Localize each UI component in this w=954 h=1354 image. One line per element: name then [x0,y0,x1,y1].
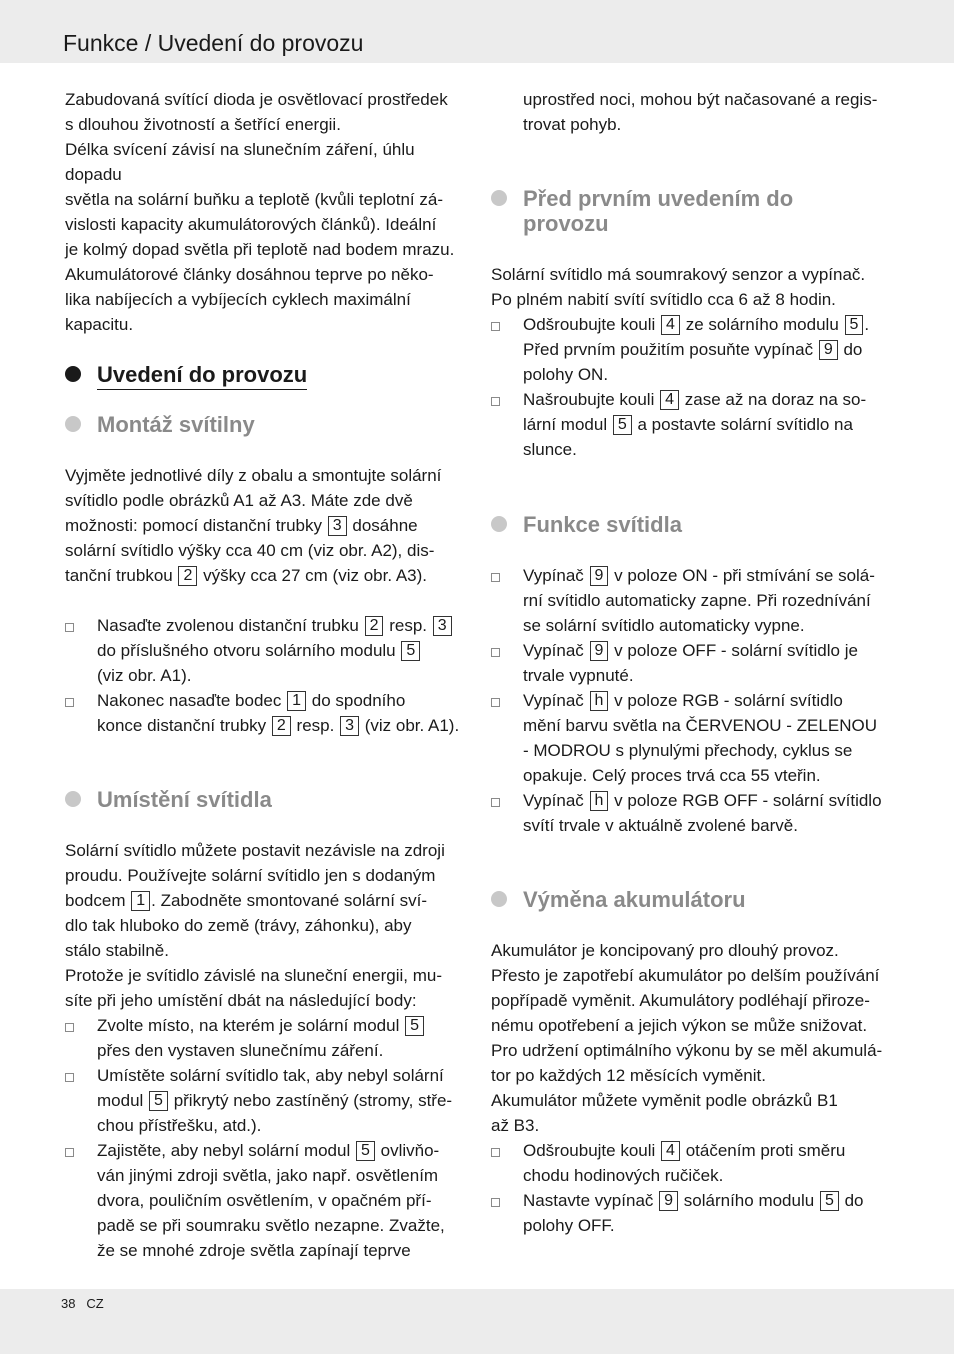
ref-box: 5 [845,315,864,335]
ref-box: 1 [131,891,150,911]
text-line: s dlouhou životností a šetřící energii. [65,115,341,134]
text-line: lika nabíjecích a vybíjecích cyklech maximální [65,290,411,309]
ref-box: 5 [401,641,420,661]
bullet-dot-icon [65,791,81,807]
bullet-dot-icon [65,416,81,432]
ref-box: 3 [340,716,359,736]
text-line: je kolmý dopad světla při teplotě nad bodem mrazu. [65,240,455,259]
text-line: Délka svícení závisí na slunečním záření, úhlu dopadu [65,140,415,184]
list-item: Nasaďte zvolenou distanční trubku 2 resp. 3 do příslušného otvoru solárního modulu 5 (viz obr. A1). [65,613,465,688]
bullet-dot-icon [491,516,507,532]
checkbox-square-icon [65,1148,74,1157]
ref-box: 5 [356,1141,375,1161]
bullet-dot-icon [65,366,81,382]
list-item: Nakonec nasaďte bodec 1 do spodního konce distanční trubky 2 resp. 3 (viz obr. A1). [65,688,465,738]
bullet-dot-icon [491,190,507,206]
checkbox-square-icon [491,648,500,657]
checkbox-square-icon [65,1073,74,1082]
checkbox-square-icon [65,1023,74,1032]
text-line: Akumulátorové články dosáhnou teprve po něko- [65,265,434,284]
ref-box: 3 [433,616,452,636]
checkbox-square-icon [491,798,500,807]
ref-box: 9 [819,340,838,360]
checkbox-square-icon [491,698,500,707]
ref-box: 3 [328,516,347,536]
list-item: Odšroubujte kouli 4 otáčením proti směru chodu hodinových ručiček. [491,1138,896,1188]
list-item: Zajistěte, aby nebyl solární modul 5 ovlivňo- ván jinými zdroji světla, jako např. osvětlením dvora, pouličním osvětlením, v opačném pří- padě se při soumraku světlo nezapne. Zvažte, že se mnohé zdroje světla zapínají teprve [65,1138,465,1263]
page-title: Funkce / Uvedení do provozu [63,30,364,56]
ref-box: 5 [820,1191,839,1211]
ref-box: 9 [659,1191,678,1211]
text-line: vislosti kapacity akumulátorových článků). Ideální [65,215,437,234]
checkbox-square-icon [65,623,74,632]
list-item: Nastavte vypínač 9 solárního modulu 5 do polohy OFF. [491,1188,896,1238]
checkbox-square-icon [491,573,500,582]
ref-box: 4 [661,1141,680,1161]
checkbox-square-icon [491,322,500,331]
checkbox-square-icon [491,1198,500,1207]
checkbox-square-icon [65,698,74,707]
text-line: světla na solární buňku a teplotě (kvůli teplotní zá- [65,190,443,209]
list-item: Odšroubujte kouli 4 ze solárního modulu 5 . Před prvním použitím posuňte vypínač 9 do polohy ON. [491,312,896,387]
list-item: Zvolte místo, na kterém je solární modul 5 přes den vystaven slunečnímu záření. [65,1013,465,1063]
page-footer [0,1289,954,1354]
funkce-list [491,563,896,838]
ref-box: 5 [405,1016,424,1036]
list-item: Vypínač 9 v poloze OFF - solární svítidlo je trvale vypnuté. [491,638,896,688]
ref-box: 5 [149,1091,168,1111]
montaz-bullets [65,613,465,738]
ref-box: h [590,691,609,711]
list-item: Vypínač 9 v poloze ON - při stmívání se solá- rní svítidlo automaticky zapne. Při rozednívání se solární svítidlo automaticky vypne. [491,563,896,638]
checkbox-square-icon [491,397,500,406]
list-item: Umístěte solární svítidlo tak, aby nebyl solární modul 5 přikrytý nebo zastíněný (stromy, stře- chou přístřešku, atd.). [65,1063,465,1138]
page-number: 38 CZ [61,1296,104,1311]
ref-box: 4 [660,390,679,410]
ref-box: 1 [287,691,306,711]
continuation-text: uprostřed noci, mohou být načasované a regis- trovat pohyb. [523,90,878,134]
ref-box: 2 [272,716,291,736]
umisteni-text: Solární svítidlo můžete postavit nezávisle na zdroji proudu. Používejte solární svítidlo jen s dodaným bodcem 1 . Zabodněte smontované solární sví- dlo tak hluboko do země (trávy, záhonku), aby stálo stabilně. Protože je svítidlo závislé na sluneční energii, mu- síte při jeho umístění dbát na následující body: Zvolte místo, na kterém je solární modul 5 přes den vystaven slunečnímu záření. Umístěte solární svítidlo tak, aby nebyl solární modul 5 přikrytý nebo zastíněný (stromy, stře- chou přístřešku, atd.). Zajistěte, aby nebyl solární modul 5 ovlivňo- ván jinými zdroji světla, jako např. osvětlením dvora, pouličním osvětlením, v opačném pří- padě se při soumraku světlo nezapne. Zvažte, že se mnohé zdroje světla zapínají teprve [65,838,465,1263]
vymena-text: Akumulátor je koncipovaný pro dlouhý provoz. Přesto je zapotřebí akumulátor po delším používání popřípadě vyměnit. Akumulátory podléhají přiroze- nému opotřebení a jejich výkon se může snižovat. Pro udržení optimálního výkonu by se měl akumulá- tor po každých 12 měsících vyměnit. Akumulátor můžete vyměnit podle obrázků B1 až B3. Odšroubujte kouli 4 otáčením proti směru chodu hodinových ručiček. Nastavte vypínač 9 solárního modulu 5 do polohy OFF. [491,938,896,1238]
checkbox-square-icon [491,1148,500,1157]
ref-box: 2 [178,566,197,586]
pred-text: Solární svítidlo má soumrakový senzor a vypínač. Po plném nabití svítí svítidlo cca 6 až 8 hodin. Odšroubujte kouli 4 ze solárního modulu 5 . Před prvním použitím posuňte vypínač 9 do polohy ON. Našroubujte kouli 4 zase až na doraz na so- lární modul 5 a postavte solární svítidlo na slunce. [491,262,896,462]
ref-box: 9 [590,641,609,661]
ref-box: 9 [590,566,609,586]
montaz-text: Vyjměte jednotlivé díly z obalu a smontujte solární svítidlo podle obrázků A1 až A3. Máte zde dvě možnosti: pomocí distanční trubky 3 dosáhne solární svítidlo výšky cca 40 cm (viz obr. A2), dis- tanční trubkou 2 výšky cca 27 cm (viz obr. A3). [65,466,442,585]
list-item: Vypínač h v poloze RGB - solární svítidlo mění barvu světla na ČERVENOU - ZELENOU - MODROU s plynulými přechody, cyklus se opakuje. Celý proces trvá cca 55 vteřin. [491,688,896,788]
ref-box: 2 [365,616,384,636]
bullet-dot-icon [491,891,507,907]
list-item: Vypínač h v poloze RGB OFF - solární svítidlo svítí trvale v aktuálně zvolené barvě. [491,788,896,838]
intro-text [65,87,465,337]
list-item: Našroubujte kouli 4 zase až na doraz na so- lární modul 5 a postavte solární svítidlo na slunce. [491,387,896,462]
ref-box: 4 [661,315,680,335]
text-line: kapacitu. [65,315,134,334]
ref-box: 5 [613,415,632,435]
text-line: Zabudovaná svítící dioda je osvětlovací prostředek [65,90,448,109]
ref-box: h [590,791,609,811]
